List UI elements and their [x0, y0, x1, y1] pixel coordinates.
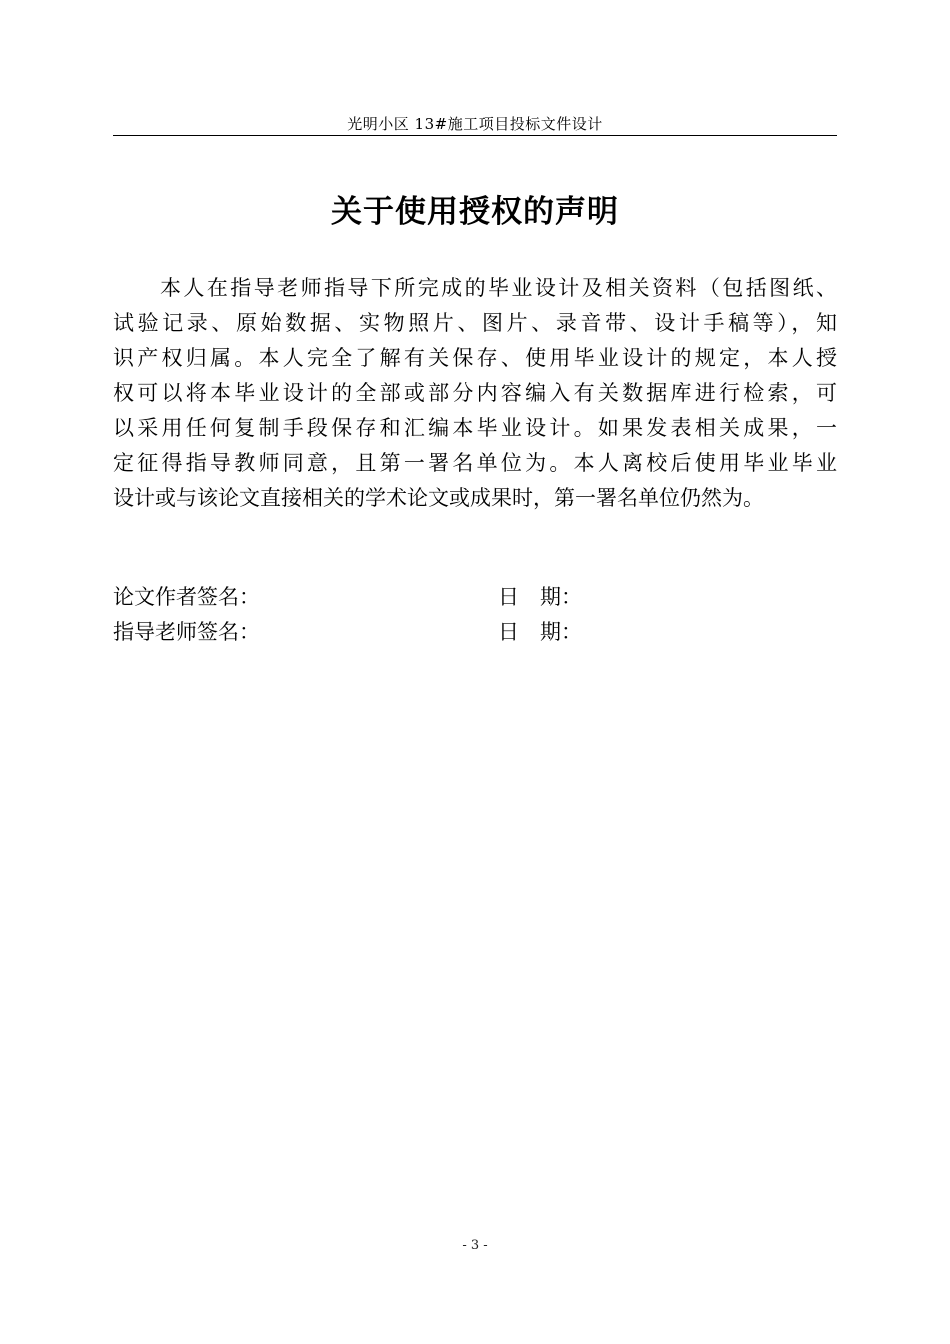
declaration-paragraph: [113, 271, 837, 516]
paragraph-line: 识产权归属。本人完全了解有关保存、使用毕业设计的规定，本人授: [113, 346, 837, 370]
paragraph-line: 设计或与该论文直接相关的学术论文或成果时，第一署名单位仍然为。: [113, 486, 764, 510]
header-divider: [113, 135, 837, 136]
paragraph-line: 权可以将本毕业设计的全部或部分内容编入有关数据库进行检索，可: [113, 381, 837, 405]
advisor-signature-label: 指导老师签名：: [113, 620, 260, 644]
paragraph-line: 本人在指导老师指导下所完成的毕业设计及相关资料（包括图纸、: [160, 276, 837, 300]
paragraph-line: 试验记录、原始数据、实物照片、图片、录音带、设计手稿等），知: [113, 311, 837, 335]
page-title: 关于使用授权的声明: [331, 194, 619, 230]
paragraph-line: 定征得指导教师同意，且第一署名单位为。本人离校后使用毕业毕业: [113, 451, 837, 475]
running-header: 光明小区 13#施工项目投标文件设计: [347, 115, 603, 133]
page-number: - 3 -: [462, 1238, 488, 1253]
author-signature-label: 论文作者签名：: [113, 585, 260, 609]
paragraph-line: 以采用任何复制手段保存和汇编本毕业设计。如果发表相关成果，一: [113, 416, 837, 440]
author-date-label: 日 期：: [498, 585, 582, 609]
advisor-date-label: 日 期：: [498, 620, 582, 644]
